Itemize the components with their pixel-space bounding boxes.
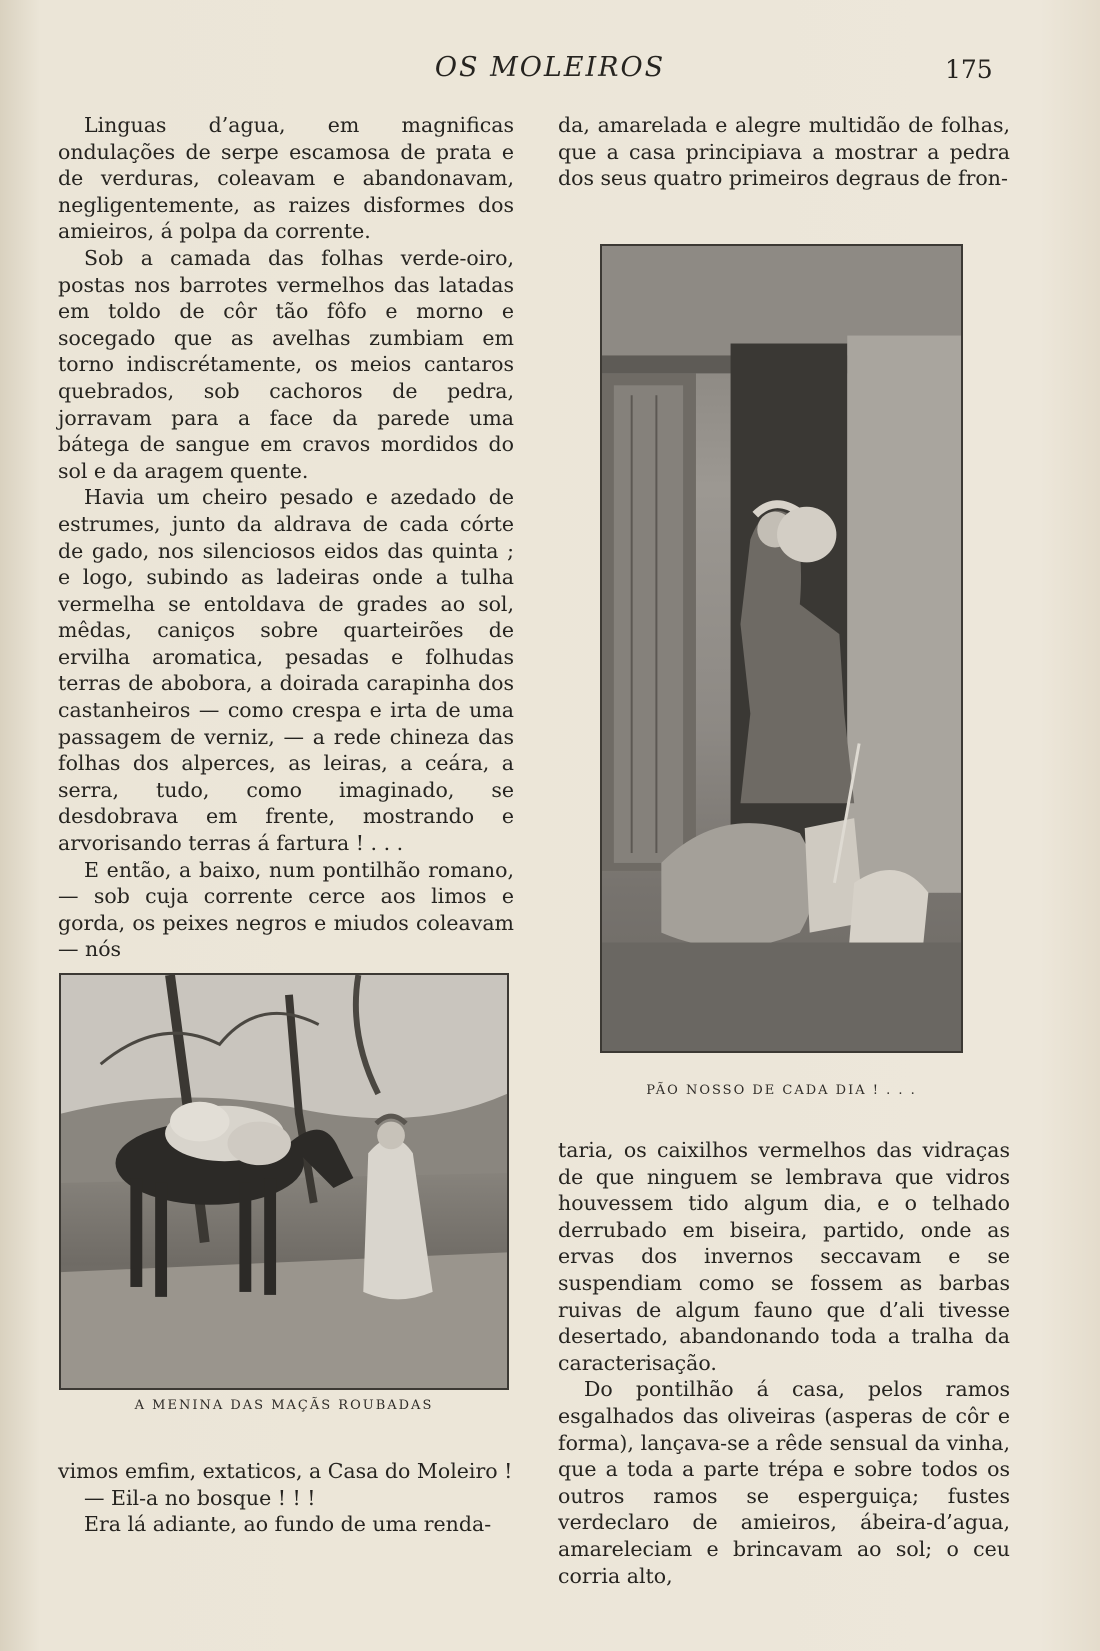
left-column-bottom [58, 1458, 514, 1538]
paragraph: da, amarelada e alegre multidão de folhas, que a casa principiava a mostrar a pedra dos seus quatro primeiros degraus de fron- [558, 113, 1010, 191]
paragraph: — Eil-a no bosque ! ! ! [84, 1485, 316, 1510]
running-title: OS MOLEIROS [434, 52, 666, 83]
paragraph: Havia um cheiro pesado e azedado de estrumes, junto da aldrava de cada córte de gado, nos silenciosos eidos das quinta ; e logo, subindo as ladeiras onde a tulha vermelha se entoldava de grades ao sol, mêdas, caniços sobre quarteirões de ervilha aromatica, pesadas e folhudas terras de abobora, a doirada carapinha dos castanheiros — como crespa e irta de uma passagem de verniz, — a rede chineza das folhas dos alperces, as leiras, a ceára, a serra, tudo, como imaginado, se desdobrava em frente, mostrando e arvorisando terras á fartura ! . . . [58, 485, 514, 856]
right-column-bottom [558, 1137, 1010, 1589]
paragraph: Sob a camada das folhas verde-oiro, postas nos barrotes vermelhos das latadas em toldo de côr tão fôfo e morno e socegado que as avelhas zumbiam em torno indiscrétamente, os meios cantaros quebrados, sob cachoros de pedra, jorravam para a face da parede uma bátega de sangue em cravos mordidos do sol e da aragem quente. [58, 245, 514, 483]
left-column-top [58, 112, 514, 963]
caption-girl-with-donkey: A MENINA DAS MAÇÃS ROUBADAS [134, 1398, 434, 1413]
paragraph: Linguas d’agua, em magnificas ondulações de serpe escamosa de prata e de verduras, coleavam e abandonavam, negligentemente, as raizes disformes dos amieiros, á polpa da corrente. [58, 113, 514, 244]
caption-woman-in-doorway: PÃO NOSSO DE CADA DIA ! . . . [646, 1083, 917, 1098]
paragraph: Do pontilhão á casa, pelos ramos esgalhados das oliveiras (asperas de côr e forma), lançava-se a rêde sensual da vinha, que a toda a parte trépa e sobre todos os outros ramos se esperguiça; fustes verdeclaro de amieiros, ábeira-d’agua, amareleciam e brincavam ao sol; o ceu corria alto, [558, 1377, 1010, 1588]
photo-woman-in-doorway-image [602, 246, 961, 1051]
photo-girl-with-donkey [59, 973, 509, 1390]
paragraph: E então, a baixo, num pontilhão romano, — sob cuja corrente cerce aos limos e gorda, os peixes negros e miudos coleavam — nós [58, 857, 514, 962]
paragraph: Era lá adiante, ao fundo de uma renda- [84, 1512, 492, 1537]
photo-girl-with-donkey-image [61, 975, 507, 1388]
right-column-top [558, 112, 1010, 192]
photo-woman-in-doorway [600, 244, 963, 1053]
paragraph: taria, os caixilhos vermelhos das vidraças de que ninguem se lembrava que vidros houvessem tido algum dia, e o telhado derrubado em biseira, partido, onde as ervas dos invernos seccavam e se suspendiam como se fossem as barbas ruivas de algum fauno que d’ali tivesse desertado, abandonando toda a tralha da caracterisação. [558, 1138, 1010, 1375]
paragraph: vimos emfim, extaticos, a Casa do Moleiro ! [58, 1459, 513, 1483]
page-number: 175 [945, 55, 993, 84]
